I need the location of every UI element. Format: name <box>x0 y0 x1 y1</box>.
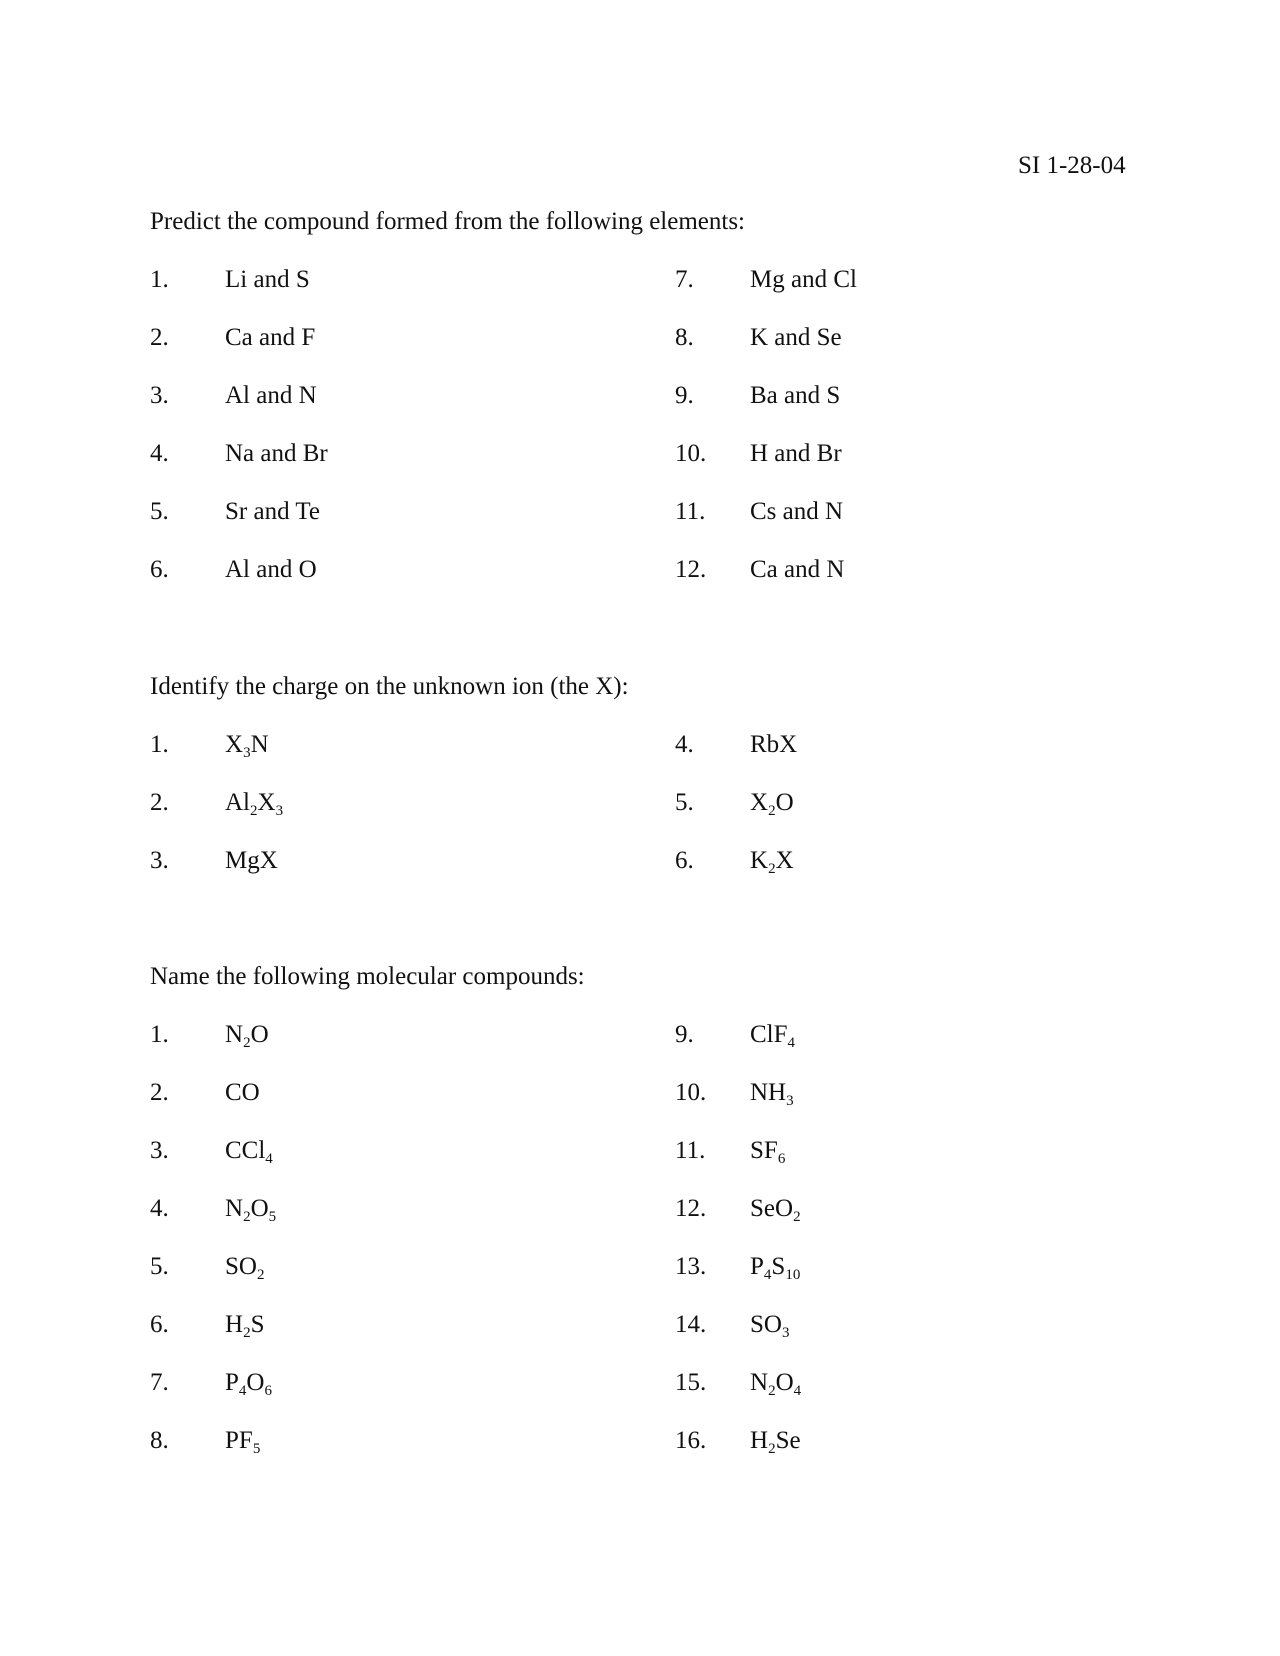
formula-text: O <box>775 1369 794 1396</box>
formula-text: RbX <box>750 731 798 758</box>
item-number: 5. <box>150 498 169 525</box>
page-id-label: SI 1-28-04 <box>1018 152 1126 179</box>
section-heading-identify-charge: Identify the charge on the unknown ion (the X): <box>150 673 629 700</box>
formula-text: O <box>246 1369 265 1396</box>
item-text <box>750 844 794 878</box>
item-text <box>225 495 320 529</box>
formula-text: X <box>775 847 794 874</box>
item-number: 14. <box>675 1311 707 1338</box>
item-number: 8. <box>675 324 694 351</box>
formula-text: O <box>250 1021 269 1048</box>
item-number: 12. <box>675 1195 707 1222</box>
formula-subscript: 4 <box>793 1383 802 1399</box>
item-number: 5. <box>150 1253 169 1280</box>
item-number: 5. <box>675 789 694 816</box>
formula-subscript: 4 <box>787 1035 796 1051</box>
section-heading-name-compounds: Name the following molecular compounds: <box>150 963 585 990</box>
formula-text: Ca and F <box>225 324 316 351</box>
item-number: 3. <box>150 382 169 409</box>
formula-text: Al and N <box>225 382 317 409</box>
formula-subscript: 4 <box>763 1267 772 1283</box>
formula-text: N <box>225 1021 244 1048</box>
formula-text: S <box>250 1311 265 1338</box>
formula-text: Ba and S <box>750 382 841 409</box>
formula-text: O <box>250 1195 269 1222</box>
formula-subscript: 6 <box>777 1151 786 1167</box>
formula-subscript: 2 <box>768 1383 776 1399</box>
item-number: 9. <box>675 1021 694 1048</box>
formula-subscript: 2 <box>250 803 258 819</box>
formula-subscript: 2 <box>768 1441 776 1457</box>
formula-subscript: 4 <box>265 1151 273 1167</box>
item-text <box>225 1366 272 1400</box>
item-text <box>750 553 844 587</box>
item-number: 6. <box>675 847 694 874</box>
formula-text: N <box>750 1369 769 1396</box>
formula-text: K and Se <box>750 324 842 351</box>
item-number: 10. <box>675 1079 707 1106</box>
item-text <box>750 437 842 471</box>
item-text <box>225 844 278 878</box>
item-number: 2. <box>150 789 169 816</box>
formula-text: Cs and N <box>750 498 844 525</box>
item-text <box>750 1424 801 1458</box>
formula-text: Sr and Te <box>225 498 320 525</box>
item-number: 12. <box>675 556 707 583</box>
item-number: 10. <box>675 440 707 467</box>
formula-text: Al <box>225 789 250 816</box>
formula-subscript: 5 <box>268 1209 277 1225</box>
formula-text: H and Br <box>750 440 842 467</box>
formula-text: K <box>750 847 769 874</box>
formula-text: CO <box>225 1079 260 1106</box>
item-number: 1. <box>150 1021 169 1048</box>
formula-text: Al and O <box>225 556 317 583</box>
formula-text: P <box>225 1369 239 1396</box>
item-text <box>225 1018 269 1052</box>
item-text <box>225 553 317 587</box>
item-text <box>225 1250 264 1284</box>
formula-subscript: 2 <box>768 861 776 877</box>
formula-subscript: 5 <box>252 1441 261 1457</box>
item-number: 1. <box>150 266 169 293</box>
formula-text: SeO <box>750 1195 794 1222</box>
item-text <box>225 1308 264 1342</box>
item-text <box>225 786 283 820</box>
item-text <box>750 321 842 355</box>
item-number: 4. <box>675 731 694 758</box>
item-text <box>225 379 317 413</box>
formula-subscript: 3 <box>275 803 284 819</box>
item-text <box>750 1018 795 1052</box>
formula-text: H <box>750 1427 769 1454</box>
formula-subscript: 3 <box>786 1093 794 1109</box>
item-text <box>225 263 310 297</box>
item-number: 2. <box>150 324 169 351</box>
formula-text: SO <box>225 1253 257 1280</box>
formula-text: SF <box>750 1137 778 1164</box>
item-text <box>225 1076 260 1110</box>
item-number: 11. <box>675 1137 706 1164</box>
item-number: 2. <box>150 1079 169 1106</box>
formula-text: PF <box>225 1427 253 1454</box>
item-number: 9. <box>675 382 694 409</box>
item-number: 11. <box>675 498 706 525</box>
item-number: 7. <box>675 266 694 293</box>
formula-text: H <box>225 1311 244 1338</box>
item-number: 4. <box>150 1195 169 1222</box>
formula-text: Se <box>775 1427 801 1454</box>
item-text <box>750 786 794 820</box>
item-text <box>750 1250 800 1284</box>
formula-text: X <box>225 731 244 758</box>
formula-text: X <box>750 789 769 816</box>
item-number: 13. <box>675 1253 707 1280</box>
formula-text: Li and S <box>225 266 310 293</box>
formula-subscript: 2 <box>768 803 776 819</box>
item-text <box>750 1366 801 1400</box>
formula-text: P <box>750 1253 764 1280</box>
formula-subscript: 2 <box>243 1035 251 1051</box>
item-number: 6. <box>150 1311 169 1338</box>
item-number: 3. <box>150 847 169 874</box>
section-heading-predict-compound: Predict the compound formed from the following elements: <box>150 208 745 235</box>
item-text <box>750 1076 794 1110</box>
formula-subscript: 3 <box>243 745 251 761</box>
formula-text: NH <box>750 1079 787 1106</box>
formula-text: N <box>225 1195 244 1222</box>
formula-subscript: 6 <box>264 1383 272 1399</box>
formula-text: X <box>257 789 276 816</box>
item-number: 6. <box>150 556 169 583</box>
formula-text: ClF <box>750 1021 788 1048</box>
item-number: 1. <box>150 731 169 758</box>
formula-text: CCl <box>225 1137 266 1164</box>
item-number: 8. <box>150 1427 169 1454</box>
formula-text: Mg and Cl <box>750 266 857 293</box>
item-text <box>750 379 840 413</box>
formula-subscript: 2 <box>256 1267 265 1283</box>
item-text <box>750 1192 801 1226</box>
item-number: 3. <box>150 1137 169 1164</box>
item-number: 4. <box>150 440 169 467</box>
formula-text: SO <box>750 1311 782 1338</box>
formula-subscript: 3 <box>781 1325 790 1341</box>
formula-text: S <box>771 1253 786 1280</box>
formula-text: Na and Br <box>225 440 328 467</box>
item-number: 15. <box>675 1369 707 1396</box>
item-text <box>225 321 315 355</box>
item-text <box>750 263 857 297</box>
formula-subscript: 4 <box>238 1383 247 1399</box>
formula-subscript: 10 <box>785 1267 801 1283</box>
item-text <box>225 728 269 762</box>
formula-text: O <box>775 789 794 816</box>
formula-subscript: 2 <box>243 1325 251 1341</box>
item-text <box>750 1308 789 1342</box>
item-text <box>750 728 797 762</box>
item-text <box>225 1424 260 1458</box>
item-text <box>750 1134 785 1168</box>
item-text <box>225 437 328 471</box>
formula-text: N <box>250 731 269 758</box>
formula-subscript: 2 <box>793 1209 801 1225</box>
item-text <box>225 1134 273 1168</box>
item-number: 16. <box>675 1427 707 1454</box>
item-text <box>225 1192 276 1226</box>
formula-text: Ca and N <box>750 556 845 583</box>
formula-text: MgX <box>225 847 278 874</box>
formula-subscript: 2 <box>243 1209 251 1225</box>
item-number: 7. <box>150 1369 169 1396</box>
item-text <box>750 495 843 529</box>
